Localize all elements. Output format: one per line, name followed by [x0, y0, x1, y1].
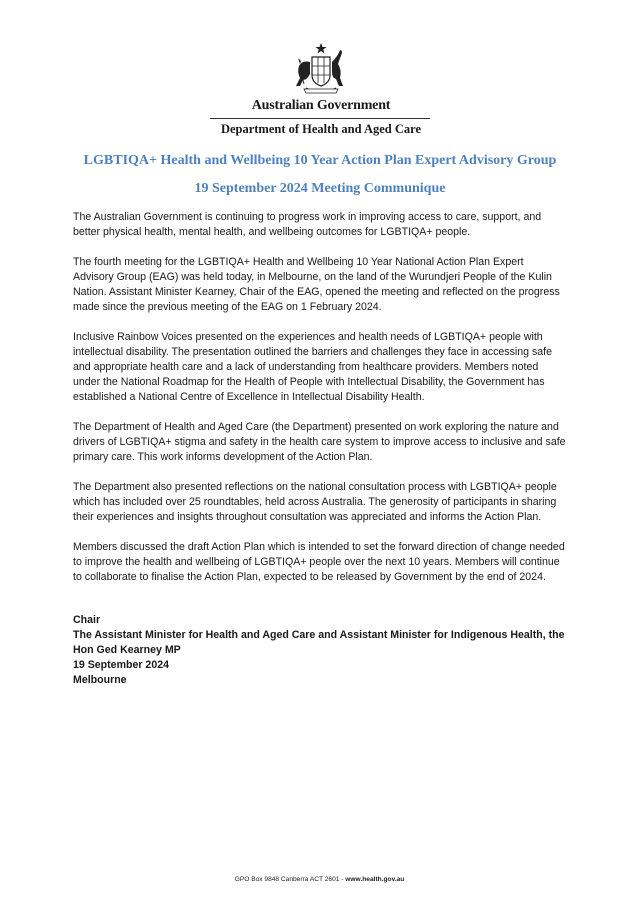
document-subtitle: 19 September 2024 Meeting Communique	[194, 181, 446, 196]
footer-address: GPO Box 9848 Canberra ACT 2601 -	[234, 876, 346, 883]
department-name: Department of Health and Aged Care	[220, 122, 422, 136]
government-name: Australian Government	[251, 98, 391, 113]
coat-of-arms-icon	[276, 42, 366, 94]
paragraph: Inclusive Rainbow Voices presented on the experiences and health needs of LGBTIQA+ people with intellectual disability. The presentation outlined the barriers and challenges they face in accessing safe and appropriate health care and a lack of understanding from healthcare providers. Members noted under the National Roadmap for the Health of People with Intellectual Disability, the Government has established a National Centre of Excellence in Intellectual Disability Health.	[73, 331, 552, 403]
signature-block	[73, 613, 566, 688]
paragraph: The Department also presented reflections on the national consultation process with LGBTIQA+ people which has included over 25 roundtables, held across Australia. The generosity of participants in sharing their experiences and insights throughout consultation was appreciated and informs the Action Plan.	[73, 481, 557, 523]
footer-website-link[interactable]: www.health.gov.au	[345, 876, 405, 883]
paragraph: The fourth meeting for the LGBTIQA+ Health and Wellbeing 10 Year National Action Plan Expert Advisory Group (EAG) was held today, in Melbourne, on the land of the Wurundjeri People of the Kulin Nation. Assistant Minister Kearney, Chair of the EAG, opened the meeting and reflected on the progress made since the previous meeting of the EAG on 1 February 2024.	[73, 256, 560, 313]
footer	[150, 876, 489, 883]
communique-body	[73, 210, 566, 600]
signature-role: Chair	[73, 614, 101, 626]
paragraph: Members discussed the draft Action Plan which is intended to set the forward direction of change needed to improve the health and wellbeing of LGBTIQA+ people over the next 10 years. Members will continue to collaborate to finalise the Action Plan, expected to be released by Government by the end of 2024.	[73, 541, 565, 583]
signature-location: Melbourne	[73, 674, 127, 686]
signature-date: 19 September 2024	[73, 659, 169, 671]
paragraph: The Department of Health and Aged Care (the Department) presented on work exploring the nature and drivers of LGBTIQA+ stigma and safety in the health care system to improve access to inclusive and safe primary care. This work informs development of the Action Plan.	[73, 421, 566, 463]
paragraph: The Australian Government is continuing to progress work in improving access to care, support, and better physical health, mental health, and wellbeing outcomes for LGBTIQA+ people.	[73, 211, 542, 238]
signature-title: The Assistant Minister for Health and Aged Care and Assistant Minister for Indigenous Health, the Hon Ged Kearney MP	[73, 629, 565, 656]
document-title: LGBTIQA+ Health and Wellbeing 10 Year Action Plan Expert Advisory Group	[83, 153, 557, 168]
header-divider	[210, 118, 430, 119]
